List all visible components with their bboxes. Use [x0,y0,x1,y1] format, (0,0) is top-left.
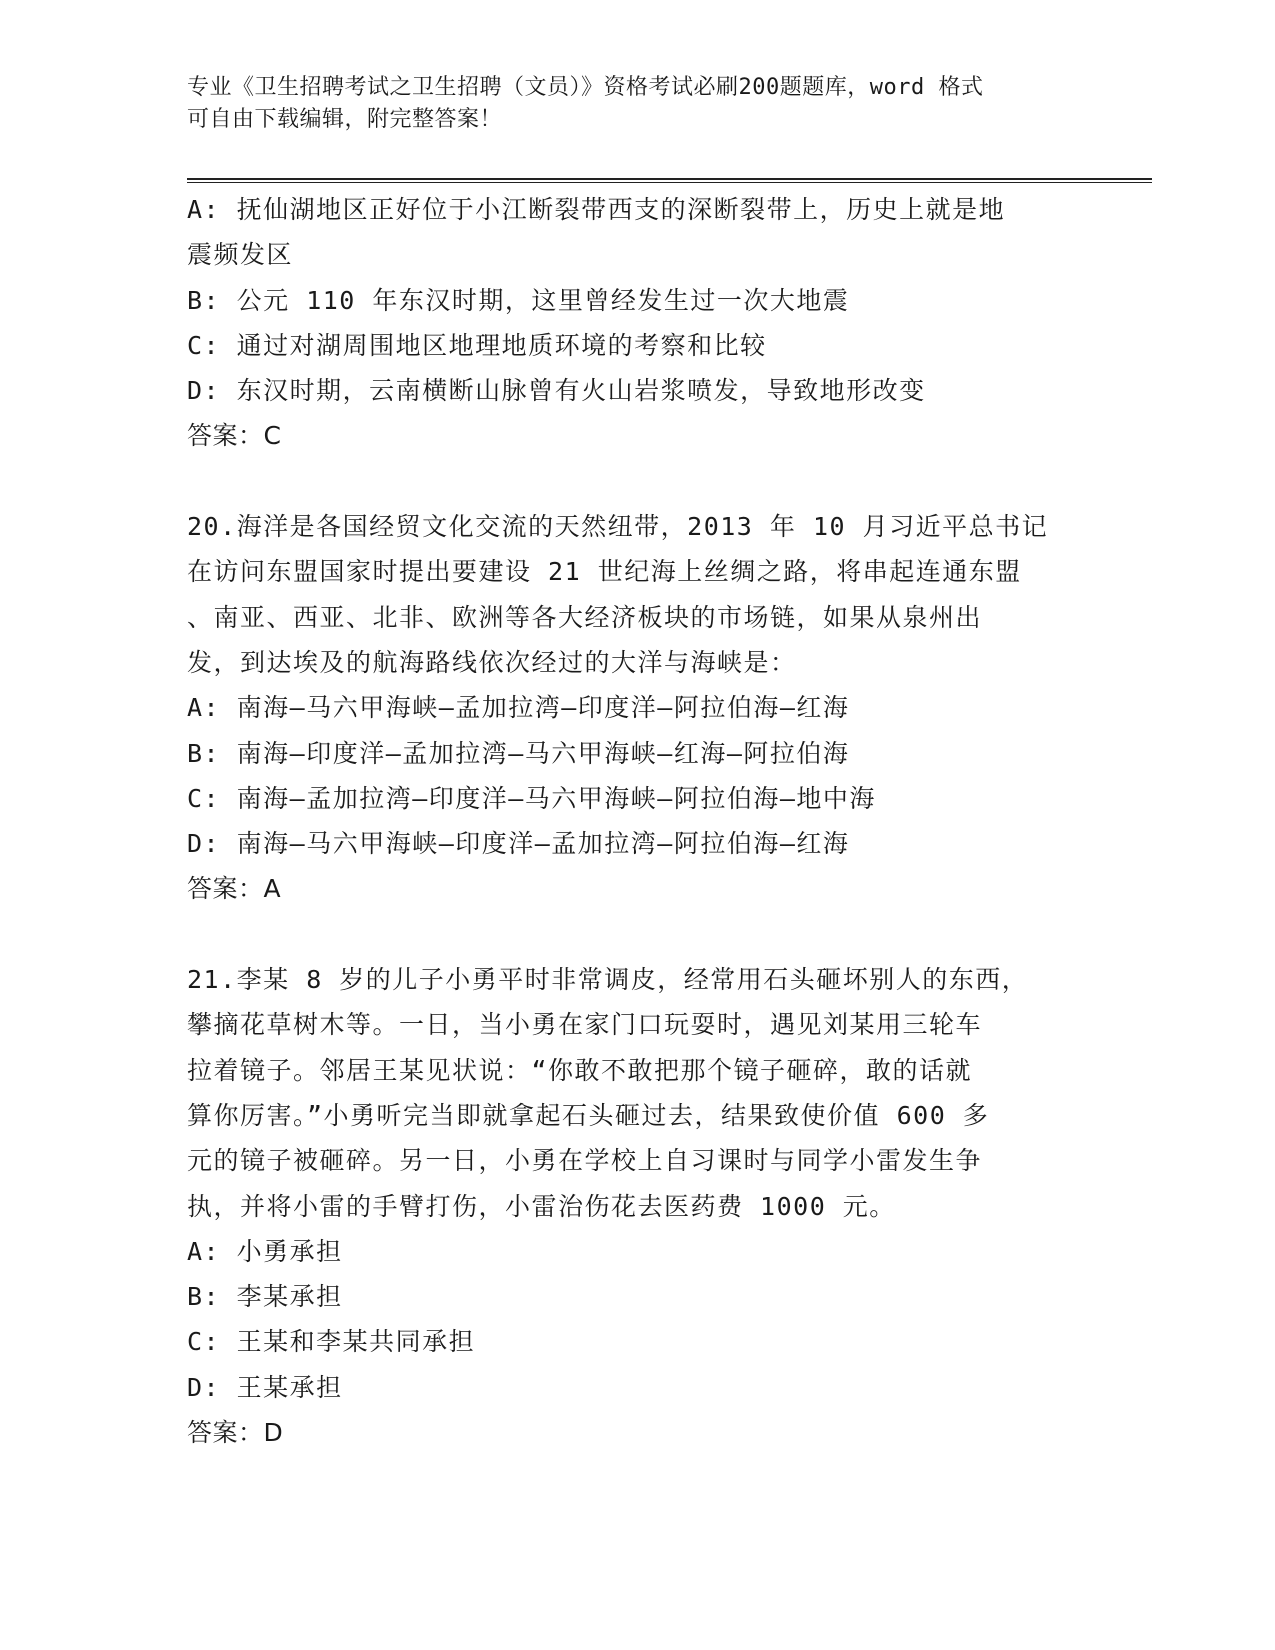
question-19-continued [187,187,1087,459]
document-body [187,187,1087,1455]
question-text-line: 元的镜子被砸碎。另一日，小勇在学校上自习课时与同学小雷发生争 [187,1146,983,1176]
spacer [187,459,1087,504]
answer-label: 答案：A [187,874,282,904]
option-d: D: 王某承担 [187,1372,343,1402]
option-c: C: 南海—孟加拉湾—印度洋—马六甲海峡—阿拉伯海—地中海 [187,783,876,813]
question-text-line: 执，并将小雷的手臂打伤，小雷治伤花去医药费 1000 元。 [187,1191,896,1221]
question-text-line: 20.海洋是各国经贸文化交流的天然纽带，2013 年 10 月习近平总书记 [187,512,1049,542]
question-text-line: 拉着镜子。邻居王某见状说：“你敢不敢把那个镜子砸碎，敢的话就 [187,1055,973,1085]
question-text-line: 发，到达埃及的航海路线依次经过的大洋与海峡是： [187,647,797,677]
option-c: C: 通过对湖周围地区地理地质环境的考察和比较 [187,330,767,360]
question-text-line: 21.李某 8 岁的儿子小勇平时非常调皮，经常用石头砸坏别人的东西， [187,965,1029,995]
answer-label: 答案：C [187,421,282,451]
option-a: A: 南海—马六甲海峡—孟加拉湾—印度洋—阿拉伯海—红海 [187,693,850,723]
question-text-line: 攀摘花草树木等。一日，当小勇在家门口玩耍时，遇见刘某用三轮车 [187,1010,983,1040]
document-header [187,72,1067,136]
option-b: B: 李某承担 [187,1282,343,1312]
question-text-line: 算你厉害。”小勇听完当即就拿起石头砸过去，结果致使价值 600 多 [187,1100,990,1130]
question-20 [187,504,1087,912]
option-a: A: 小勇承担 [187,1236,343,1266]
option-d: D: 东汉时期，云南横断山脉曾有火山岩浆喷发，导致地形改变 [187,376,926,406]
option-a: A: 抚仙湖地区正好位于小江断裂带西支的深断裂带上，历史上就是地 [187,195,1006,224]
header-title-line-2: 可自由下载编辑，附完整答案！ [187,107,503,132]
option-d: D: 南海—马六甲海峡—印度洋—孟加拉湾—阿拉伯海—红海 [187,829,850,859]
option-c: C: 王某和李某共同承担 [187,1327,476,1357]
option-b: B: 公元 110 年东汉时期，这里曾经发生过一次大地震 [187,285,850,315]
header-divider [187,178,1152,183]
question-text-line: 在访问东盟国家时提出要建设 21 世纪海上丝绸之路，将串起连通东盟 [187,557,1022,587]
header-title-line-1: 专业《卫生招聘考试之卫生招聘（文员）》资格考试必刷200题题库，word 格式 [187,75,984,100]
question-21 [187,957,1087,1455]
option-b: B: 南海—印度洋—孟加拉湾—马六甲海峡—红海—阿拉伯海 [187,738,850,768]
answer-label: 答案：D [187,1418,284,1448]
question-text-line: 、南亚、西亚、北非、欧洲等各大经济板块的市场链，如果从泉州出 [187,602,983,632]
option-a-continued: 震频发区 [187,240,294,270]
spacer [187,912,1087,957]
